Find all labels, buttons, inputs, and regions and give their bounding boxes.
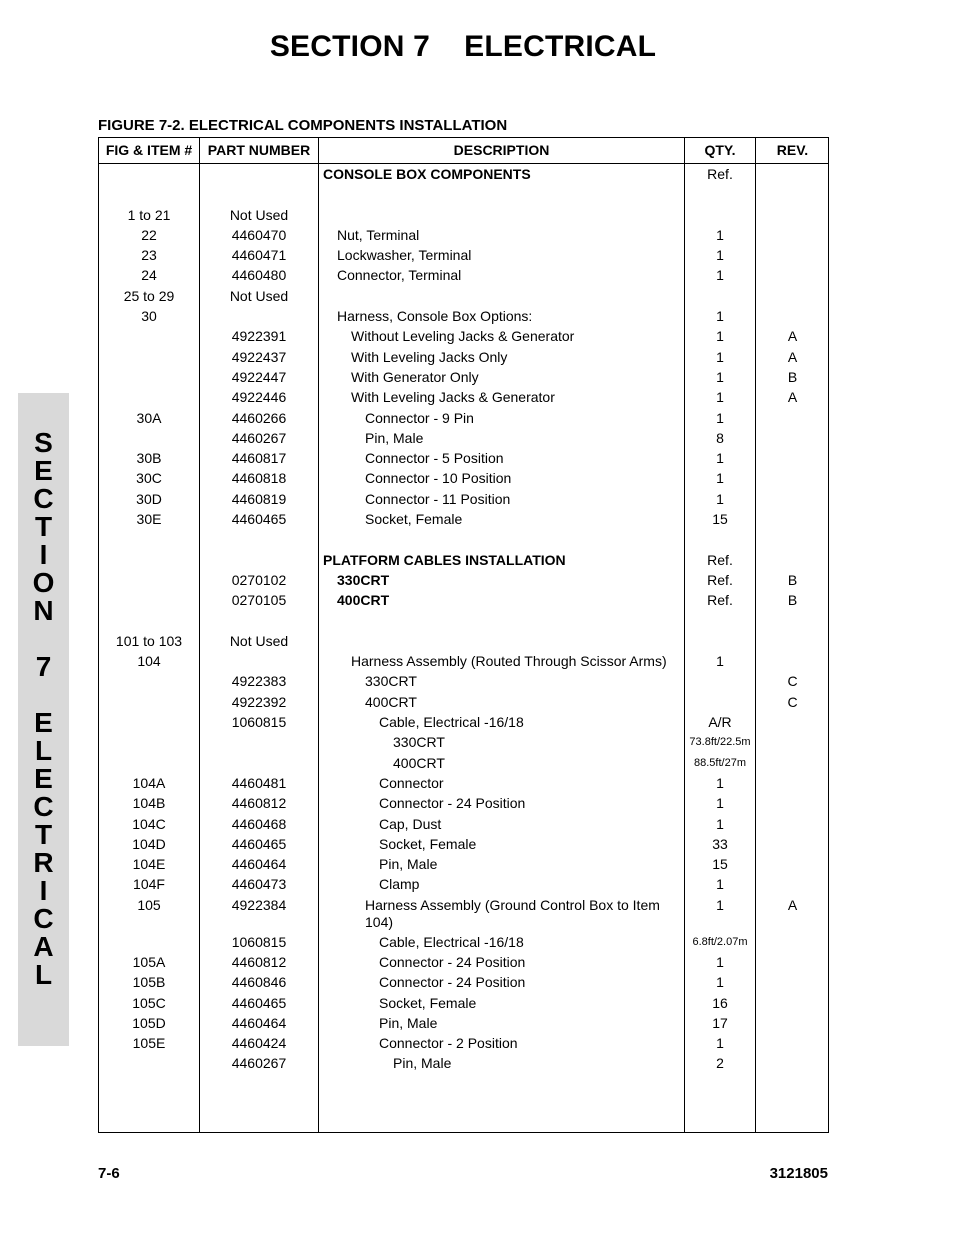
cell-rev: B bbox=[787, 571, 798, 588]
cell-part-number: 4460481 bbox=[231, 774, 287, 791]
cell-fig-item: 104A bbox=[132, 774, 166, 791]
cell-fig-item: 30B bbox=[136, 450, 162, 467]
cell-description: Connector - 2 Position bbox=[379, 1035, 518, 1052]
cell-part-number: 4460464 bbox=[231, 1014, 287, 1031]
cell-description: Clamp bbox=[379, 876, 420, 893]
cell-qty: 1 bbox=[716, 368, 724, 385]
table-row bbox=[99, 874, 828, 894]
cell-description: Connector - 9 Pin bbox=[365, 409, 474, 426]
cell-part-number: 4460470 bbox=[231, 226, 287, 243]
cell-description: Pin, Male bbox=[365, 429, 424, 446]
table-row bbox=[99, 993, 828, 1013]
cell-part-number: 4460819 bbox=[231, 490, 287, 507]
cell-qty: 1 bbox=[716, 974, 724, 991]
cell-description: 330CRT bbox=[337, 571, 390, 588]
cell-qty: 1 bbox=[716, 389, 724, 406]
table-row bbox=[99, 1013, 828, 1033]
section-side-tab bbox=[18, 393, 69, 1046]
cell-fig-item: 22 bbox=[141, 226, 157, 243]
cell-qty: 1 bbox=[716, 1035, 724, 1052]
cell-fig-item: 23 bbox=[141, 247, 157, 264]
side-tab-letter: C bbox=[33, 483, 54, 514]
cell-description: With Generator Only bbox=[351, 368, 479, 385]
cell-fig-item: 105E bbox=[132, 1035, 166, 1052]
cell-qty: 2 bbox=[716, 1055, 724, 1072]
cell-description: CONSOLE BOX COMPONENTS bbox=[323, 166, 531, 182]
cell-rev: A bbox=[787, 348, 798, 365]
cell-fig-item: 104B bbox=[132, 795, 166, 812]
cell-qty: 8 bbox=[716, 429, 724, 446]
cell-part-number: 4460471 bbox=[231, 247, 287, 264]
cell-description: Without Leveling Jacks & Generator bbox=[351, 328, 575, 345]
cell-fig-item: 101 to 103 bbox=[115, 632, 183, 649]
cell-description: 330CRT bbox=[365, 673, 417, 690]
table-row bbox=[99, 265, 828, 285]
side-tab-letter: A bbox=[33, 931, 54, 962]
cell-description: PLATFORM CABLES INSTALLATION bbox=[323, 551, 566, 568]
cell-qty: 1 bbox=[716, 953, 724, 970]
table-row bbox=[99, 895, 828, 932]
table-row bbox=[99, 671, 828, 691]
cell-qty: Ref. bbox=[707, 571, 733, 588]
cell-part-number: 4922447 bbox=[231, 368, 287, 385]
cell-part-number: 4460468 bbox=[231, 815, 287, 832]
table-row bbox=[99, 164, 828, 184]
cell-description: Pin, Male bbox=[393, 1055, 452, 1072]
cell-description: Pin, Male bbox=[379, 856, 438, 873]
cell-qty: 16 bbox=[712, 994, 728, 1011]
cell-part-number: 4922391 bbox=[231, 328, 287, 345]
table-row bbox=[99, 509, 828, 529]
header-fig-item: FIG & ITEM # bbox=[105, 142, 193, 158]
cell-part-number: 4922437 bbox=[231, 348, 287, 365]
cell-part-number: 4922383 bbox=[231, 673, 287, 690]
table-row bbox=[99, 753, 828, 773]
side-tab-letter: I bbox=[39, 875, 48, 906]
cell-fig-item: 30E bbox=[136, 511, 162, 528]
cell-qty: 1 bbox=[716, 795, 724, 812]
table-row bbox=[99, 225, 828, 245]
cell-part-number: 0270102 bbox=[231, 571, 287, 588]
cell-description: Cable, Electrical -16/18 bbox=[379, 933, 524, 950]
side-tab-letter: O bbox=[32, 567, 55, 598]
table-row bbox=[99, 651, 828, 671]
cell-qty: 1 bbox=[716, 896, 724, 913]
cell-qty: 1 bbox=[716, 450, 724, 467]
cell-qty: 1 bbox=[716, 653, 724, 670]
cell-fig-item: 105C bbox=[132, 994, 166, 1011]
table-row bbox=[99, 611, 828, 631]
cell-part-number: 4460464 bbox=[231, 856, 287, 873]
header-description: DESCRIPTION bbox=[453, 142, 550, 158]
side-tab-letter: 7 bbox=[35, 651, 52, 682]
cell-part-number: 4460424 bbox=[231, 1035, 287, 1052]
cell-rev: A bbox=[787, 389, 798, 406]
cell-fig-item: 30 bbox=[141, 308, 157, 325]
table-row bbox=[99, 367, 828, 387]
cell-part-number: 4460267 bbox=[231, 1055, 287, 1072]
side-tab-letter: C bbox=[33, 903, 54, 934]
cell-fig-item: 24 bbox=[141, 267, 157, 284]
cell-description: Connector - 5 Position bbox=[365, 450, 504, 467]
cell-part-number: 1060815 bbox=[231, 714, 287, 731]
side-tab-letter: S bbox=[34, 427, 53, 458]
cell-qty: A/R bbox=[708, 714, 732, 731]
cell-fig-item: 104C bbox=[132, 815, 166, 832]
cell-description: 400CRT bbox=[393, 754, 445, 771]
table-row bbox=[99, 205, 828, 225]
cell-qty: 1 bbox=[716, 815, 724, 832]
cell-description: Connector - 11 Position bbox=[365, 490, 511, 507]
header-qty: QTY. bbox=[704, 142, 736, 158]
cell-qty: 73.8ft/22.5m bbox=[689, 736, 751, 749]
table-row bbox=[99, 834, 828, 854]
cell-description: Harness Assembly (Routed Through Scissor Arms) bbox=[351, 653, 667, 670]
cell-qty: Ref. bbox=[707, 166, 733, 182]
table-row bbox=[99, 387, 828, 407]
table-row bbox=[99, 732, 828, 752]
cell-rev: A bbox=[787, 896, 798, 913]
cell-part-number: 4922446 bbox=[231, 389, 287, 406]
side-tab-letter: N bbox=[33, 595, 54, 626]
table-row bbox=[99, 972, 828, 992]
cell-qty: 15 bbox=[712, 856, 728, 873]
cell-qty: 1 bbox=[716, 348, 724, 365]
cell-part-number: 4922392 bbox=[231, 693, 287, 710]
cell-description: With Leveling Jacks Only bbox=[351, 348, 508, 365]
side-tab-letter: R bbox=[33, 847, 54, 878]
table-row bbox=[99, 590, 828, 610]
cell-description: Cap, Dust bbox=[379, 815, 442, 832]
cell-description: Lockwasher, Terminal bbox=[337, 247, 472, 264]
cell-fig-item: 105A bbox=[132, 953, 166, 970]
cell-description: Socket, Female bbox=[365, 511, 463, 528]
cell-description: Connector - 24 Position bbox=[379, 974, 526, 991]
table-row bbox=[99, 712, 828, 732]
table-row bbox=[99, 773, 828, 793]
table-row bbox=[99, 631, 828, 651]
cell-qty: 1 bbox=[716, 328, 724, 345]
cell-qty: 88.5ft/27m bbox=[694, 756, 746, 769]
cell-part-number: 4460480 bbox=[231, 267, 287, 284]
table-row bbox=[99, 468, 828, 488]
side-tab-letter: L bbox=[34, 735, 53, 766]
cell-fig-item: 105B bbox=[132, 974, 166, 991]
cell-part-number: 4460473 bbox=[231, 876, 287, 893]
page-title: SECTION 7 ELECTRICAL bbox=[269, 30, 657, 63]
table-row bbox=[99, 184, 828, 204]
cell-description: Connector - 10 Position bbox=[365, 470, 512, 487]
cell-part-number: 0270105 bbox=[231, 592, 287, 609]
cell-qty: 6.8ft/2.07m bbox=[692, 935, 748, 948]
cell-rev: C bbox=[787, 693, 798, 710]
table-row bbox=[99, 489, 828, 509]
table-row bbox=[99, 814, 828, 834]
cell-part-number: Not Used bbox=[229, 632, 289, 649]
table-row bbox=[99, 550, 828, 570]
table-row bbox=[99, 570, 828, 590]
document-number: 3121805 bbox=[769, 1165, 828, 1182]
table-row bbox=[99, 326, 828, 346]
cell-description: Pin, Male bbox=[379, 1014, 438, 1031]
cell-description: Connector bbox=[379, 774, 444, 791]
cell-fig-item: 30A bbox=[136, 409, 162, 426]
side-tab-letter: T bbox=[34, 819, 53, 850]
cell-part-number: 4460465 bbox=[231, 994, 287, 1011]
cell-part-number: 4460817 bbox=[231, 450, 287, 467]
cell-qty: 33 bbox=[712, 835, 728, 852]
cell-part-number: 4460266 bbox=[231, 409, 287, 426]
cell-qty: 15 bbox=[712, 511, 728, 528]
parts-table bbox=[98, 137, 829, 1133]
cell-description: 400CRT bbox=[337, 592, 390, 609]
cell-part-number: 4460465 bbox=[231, 511, 287, 528]
cell-part-number: 4460818 bbox=[231, 470, 287, 487]
cell-qty: 1 bbox=[716, 774, 724, 791]
cell-qty: 1 bbox=[716, 490, 724, 507]
cell-fig-item: 25 to 29 bbox=[123, 287, 175, 304]
cell-qty: 17 bbox=[712, 1014, 728, 1031]
table-row bbox=[99, 932, 828, 952]
cell-fig-item: 105D bbox=[132, 1014, 166, 1031]
cell-part-number: 4460465 bbox=[231, 835, 287, 852]
cell-description: Harness, Console Box Options: bbox=[337, 308, 533, 325]
side-tab-letter: I bbox=[39, 539, 48, 570]
table-row bbox=[99, 428, 828, 448]
cell-description: Socket, Female bbox=[379, 835, 477, 852]
cell-part-number: 4922384 bbox=[231, 896, 287, 913]
page-number: 7-6 bbox=[98, 1165, 120, 1182]
cell-description: Connector - 24 Position bbox=[379, 953, 526, 970]
cell-qty: 1 bbox=[716, 247, 724, 264]
cell-description: Connector, Terminal bbox=[337, 267, 462, 284]
cell-fig-item: 30C bbox=[136, 470, 162, 487]
cell-fig-item: 30D bbox=[136, 490, 162, 507]
table-row bbox=[99, 692, 828, 712]
cell-qty: 1 bbox=[716, 267, 724, 284]
table-row bbox=[99, 1033, 828, 1053]
side-tab-letter: E bbox=[34, 763, 53, 794]
cell-description: With Leveling Jacks & Generator bbox=[351, 389, 555, 406]
cell-part-number: 4460812 bbox=[231, 953, 287, 970]
table-row bbox=[99, 408, 828, 428]
side-tab-letter: E bbox=[34, 455, 53, 486]
cell-part-number: 4460846 bbox=[231, 974, 287, 991]
cell-qty: Ref. bbox=[707, 592, 733, 609]
cell-part-number: 1060815 bbox=[231, 933, 287, 950]
table-row bbox=[99, 952, 828, 972]
cell-qty: 1 bbox=[716, 470, 724, 487]
table-row bbox=[99, 854, 828, 874]
side-tab-letter: L bbox=[34, 959, 53, 990]
cell-rev: C bbox=[787, 673, 798, 690]
cell-description: 400CRT bbox=[365, 693, 417, 710]
cell-fig-item: 105 bbox=[137, 896, 161, 913]
header-part-number: PART NUMBER bbox=[207, 142, 311, 158]
table-row bbox=[99, 245, 828, 265]
cell-qty: Ref. bbox=[707, 551, 733, 568]
cell-fig-item: 104 bbox=[137, 653, 161, 670]
header-rev: REV. bbox=[776, 142, 809, 158]
cell-fig-item: 104F bbox=[133, 876, 165, 893]
cell-fig-item: 104E bbox=[132, 856, 166, 873]
side-tab-letter: T bbox=[34, 511, 53, 542]
cell-description: Socket, Female bbox=[379, 994, 477, 1011]
table-row bbox=[99, 529, 828, 549]
cell-qty: 1 bbox=[716, 226, 724, 243]
cell-fig-item: 1 to 21 bbox=[127, 206, 171, 223]
cell-part-number: 4460267 bbox=[231, 429, 287, 446]
cell-description: 330CRT bbox=[393, 734, 445, 751]
cell-description: Cable, Electrical -16/18 bbox=[379, 714, 524, 731]
table-row bbox=[99, 347, 828, 367]
cell-fig-item: 104D bbox=[132, 835, 166, 852]
cell-qty: 1 bbox=[716, 876, 724, 893]
cell-description: Harness Assembly (Ground Control Box to Item 104) bbox=[365, 896, 660, 930]
table-row bbox=[99, 448, 828, 468]
side-tab-letter: C bbox=[33, 791, 54, 822]
cell-rev: A bbox=[787, 328, 798, 345]
table-body bbox=[99, 164, 828, 1074]
table-row bbox=[99, 793, 828, 813]
figure-title: FIGURE 7-2. ELECTRICAL COMPONENTS INSTALLATION bbox=[98, 117, 508, 134]
cell-part-number: Not Used bbox=[229, 287, 289, 304]
cell-part-number: Not Used bbox=[229, 206, 289, 223]
cell-rev: B bbox=[787, 368, 798, 385]
cell-description: Connector - 24 Position bbox=[379, 795, 526, 812]
cell-qty: 1 bbox=[716, 409, 724, 426]
table-row bbox=[99, 306, 828, 326]
table-row bbox=[99, 1053, 828, 1073]
cell-qty: 1 bbox=[716, 308, 724, 325]
side-tab-letter: E bbox=[34, 707, 53, 738]
cell-rev: B bbox=[787, 592, 798, 609]
cell-part-number: 4460812 bbox=[231, 795, 287, 812]
table-row bbox=[99, 286, 828, 306]
cell-description: Nut, Terminal bbox=[337, 226, 420, 243]
